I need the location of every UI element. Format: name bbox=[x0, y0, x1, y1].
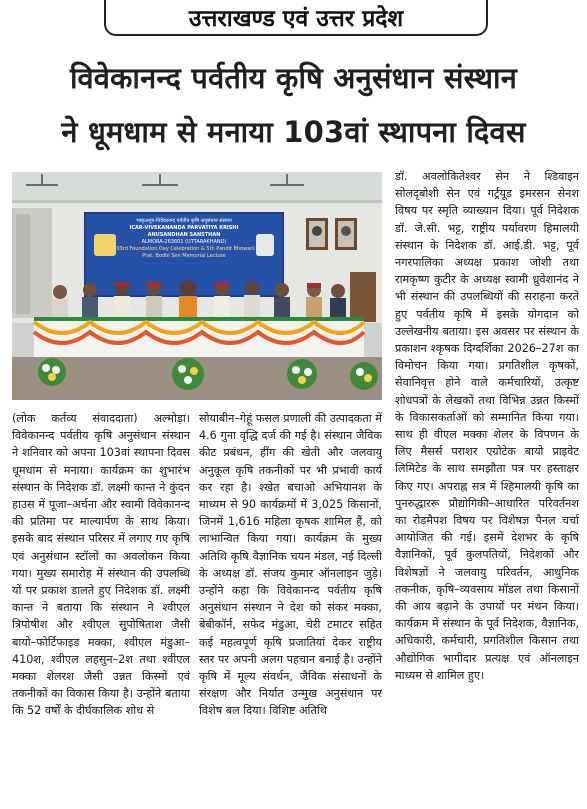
screen-text bbox=[112, 218, 256, 260]
headline-line-2: ने धूमधाम से मनाया 103वां स्थापना दिवस bbox=[61, 115, 526, 149]
article-column-3-text: डॉ. अवलोकितेश्वर सेन ने श्डिवाइन सोलदृबोशी सेन एवं गर्ट्रयूड इमरसन सेनश विषय पर स्मृति व्याख्यान दिया। पूर्व निदेशक डॉ. जे.सी. भट्ट, राष्ट्रीय पर्यावरण हिमालयी संस्थान के निदेशक डॉ. आई.डी. भट्ट, पूर्व नगरपालिका अध्यक्ष प्रकाश जोशी तथा रामकृष्ण कुटीर के अध्यक्ष स्वामी ध्रुवेशानंद ने भी संस्थान की उपलब्धियों की सराहना करते हुए पर्वतीय कृषि में इसके योगदान को उल्लेखनीय बताया। इस अवसर पर संस्थान के प्रकाशन श्कृषक दिग्दर्शिका 2026–27श का विमोचन किया गया। प्रगतिशील कृषकों, सेवानिवृत्त होने वाले कर्मचारियों, उत्कृष्ट शोधपत्रों के लेखकों तथा विभिन्न उन्नत किस्मों के विकासकर्ताओं को सम्मानित किया गया। साथ ही वीएल मक्का शेलर के विपणन के लिए मैसर्स पराशर एग्रोटेक बायो प्राइवेट लिमिटेड के साथ समझौता पत्र पर हस्ताक्षर किए गए। अपराह्न सत्र में श्हिमालयी कृषि का पुनरुद्धाररू प्रौद्योगिकी–आधारित परिवर्तनश का रोडमैपश विषय पर विशेषज्ञ पैनल चर्चा आयोजित की गई। इसमें देशभर के कृषि वैज्ञानिकों, पूर्व कुलपतियों, निदेशकों और विशेषज्ञों ने जलवायु परिवर्तन, आधुनिक तकनीक, कृषि–व्यवसाय मॉडल तथा किसानों की आय बढ़ाने के उपायों पर मंथन किया। कार्यक्रम में संस्थान के पूर्व निदेशक, वैज्ञानिक, अधिकारी, कर्मचारी, प्रगतिशील किसान तथा औद्योगिक भागीदार प्रत्यक्ष एवं ऑनलाइन माध्यम से शामिल हुए। bbox=[395, 170, 579, 682]
article-column-1 bbox=[12, 410, 190, 809]
screen-subtitle: ICAR-VIVEKANANDA PARVATIYA KRISHI ANUSANDHAN SANSTHAN bbox=[129, 225, 239, 238]
article-column-2 bbox=[199, 410, 382, 809]
headline-line-1: विवेकानन्द पर्वतीय कृषि अनुसंधान संस्थान bbox=[69, 61, 518, 95]
event-photo bbox=[12, 172, 382, 400]
article-column-1-text: (लोक कर्तव्य संवाददाता) अल्मोड़ा। विवेकानन्द पर्वतीय कृषि अनुसंधान संस्थान ने शनिवार को अपना 103वां स्थापना दिवस धूमधाम से मनाया। कार्यक्रम का शुभारंभ संस्थान के निदेशक डॉ. लक्ष्मी कान्त ने कुंदन हाउस में पूजा–अर्चना और स्वामी विवेकानन्द की प्रतिमा पर माल्यार्पण के साथ किया। इसके बाद संस्थान परिसर में लगाए गए कृषि एवं अनुसंधान स्टॉलों का अवलोकन किया गया। मुख्य समारोह में संस्थान की उपलब्धि यों पर प्रकाश डालते हुए निदेशक डॉ. लक्ष्मी कान्त ने बताया कि संस्थान ने श्वीएल त्रिपोषीश और श्वीएल सुपोषिताश जैसी बायो–फोर्टिफाइड मक्का, श्वीएल मंडुआ–410श, श्वीएल लहसुन–2श तथा श्वीएल मक्का शेलरश जैसी उन्नत किस्मों एवं तकनीकों का विकास किया है। उन्होंने बताया कि 52 वर्षों के दीर्घकालिक शोध से bbox=[12, 412, 190, 718]
article-column-2-text: सोयाबीन–गेहूं फसल प्रणाली की उत्पादकता में 4.6 गुना वृद्धि दर्ज की गई है। संस्थान जैविक कीट प्रबंधन, हींग की खेती और जलवायु अनुकूल कृषि तकनीकों पर भी प्रभावी कार्य कर रहा है। श्खेत बचाओ अभियानश के माध्यम से 90 कार्यक्रमों में 3,025 किसानों, जिनमें 1,616 महिला कृषक शामिल हैं, को लाभान्वित किया गया। कार्यक्रम के मुख्य अतिथि कृषि वैज्ञानिक चयन मंडल, नई दिल्ली के अध्यक्ष डॉ. संजय कुमार ऑनलाइन जुड़े। उन्होंने कहा कि विवेकानन्द पर्वतीय कृषि अनुसंधान संस्थान ने देश को संकर मक्का, बेबीकॉर्न, सफेद मंडुआ, चेरी टमाटर सहित कई महत्वपूर्ण कृषि प्रजातियां देकर राष्ट्रीय स्तर पर अपनी अलग पहचान बनाई है। उन्होंने कृषि में मूल्य संवर्धन, जैविक संसाधनों के संरक्षण और निर्यात उन्मुख अनुसंधान पर विशेष बल दिया। विशिष्ट अतिथि bbox=[199, 412, 382, 718]
article-column-3 bbox=[395, 168, 579, 809]
screen-place: ALMORA-263601 (UTTARAKHAND) bbox=[141, 239, 227, 245]
section-banner: उत्तराखण्ड एवं उत्तर प्रदेश bbox=[104, 0, 488, 36]
event-photo-illustration bbox=[12, 172, 382, 400]
screen-event: 103rd Foundation Day Celebration & 5th Pandit Bhowani Prat. Bodhi Sen Memorial Lecture bbox=[113, 246, 255, 259]
screen-title: भाकृअनुप-विवेकानन्द पर्वतीय कृषि अनुसंधान संस्थान bbox=[136, 218, 232, 224]
